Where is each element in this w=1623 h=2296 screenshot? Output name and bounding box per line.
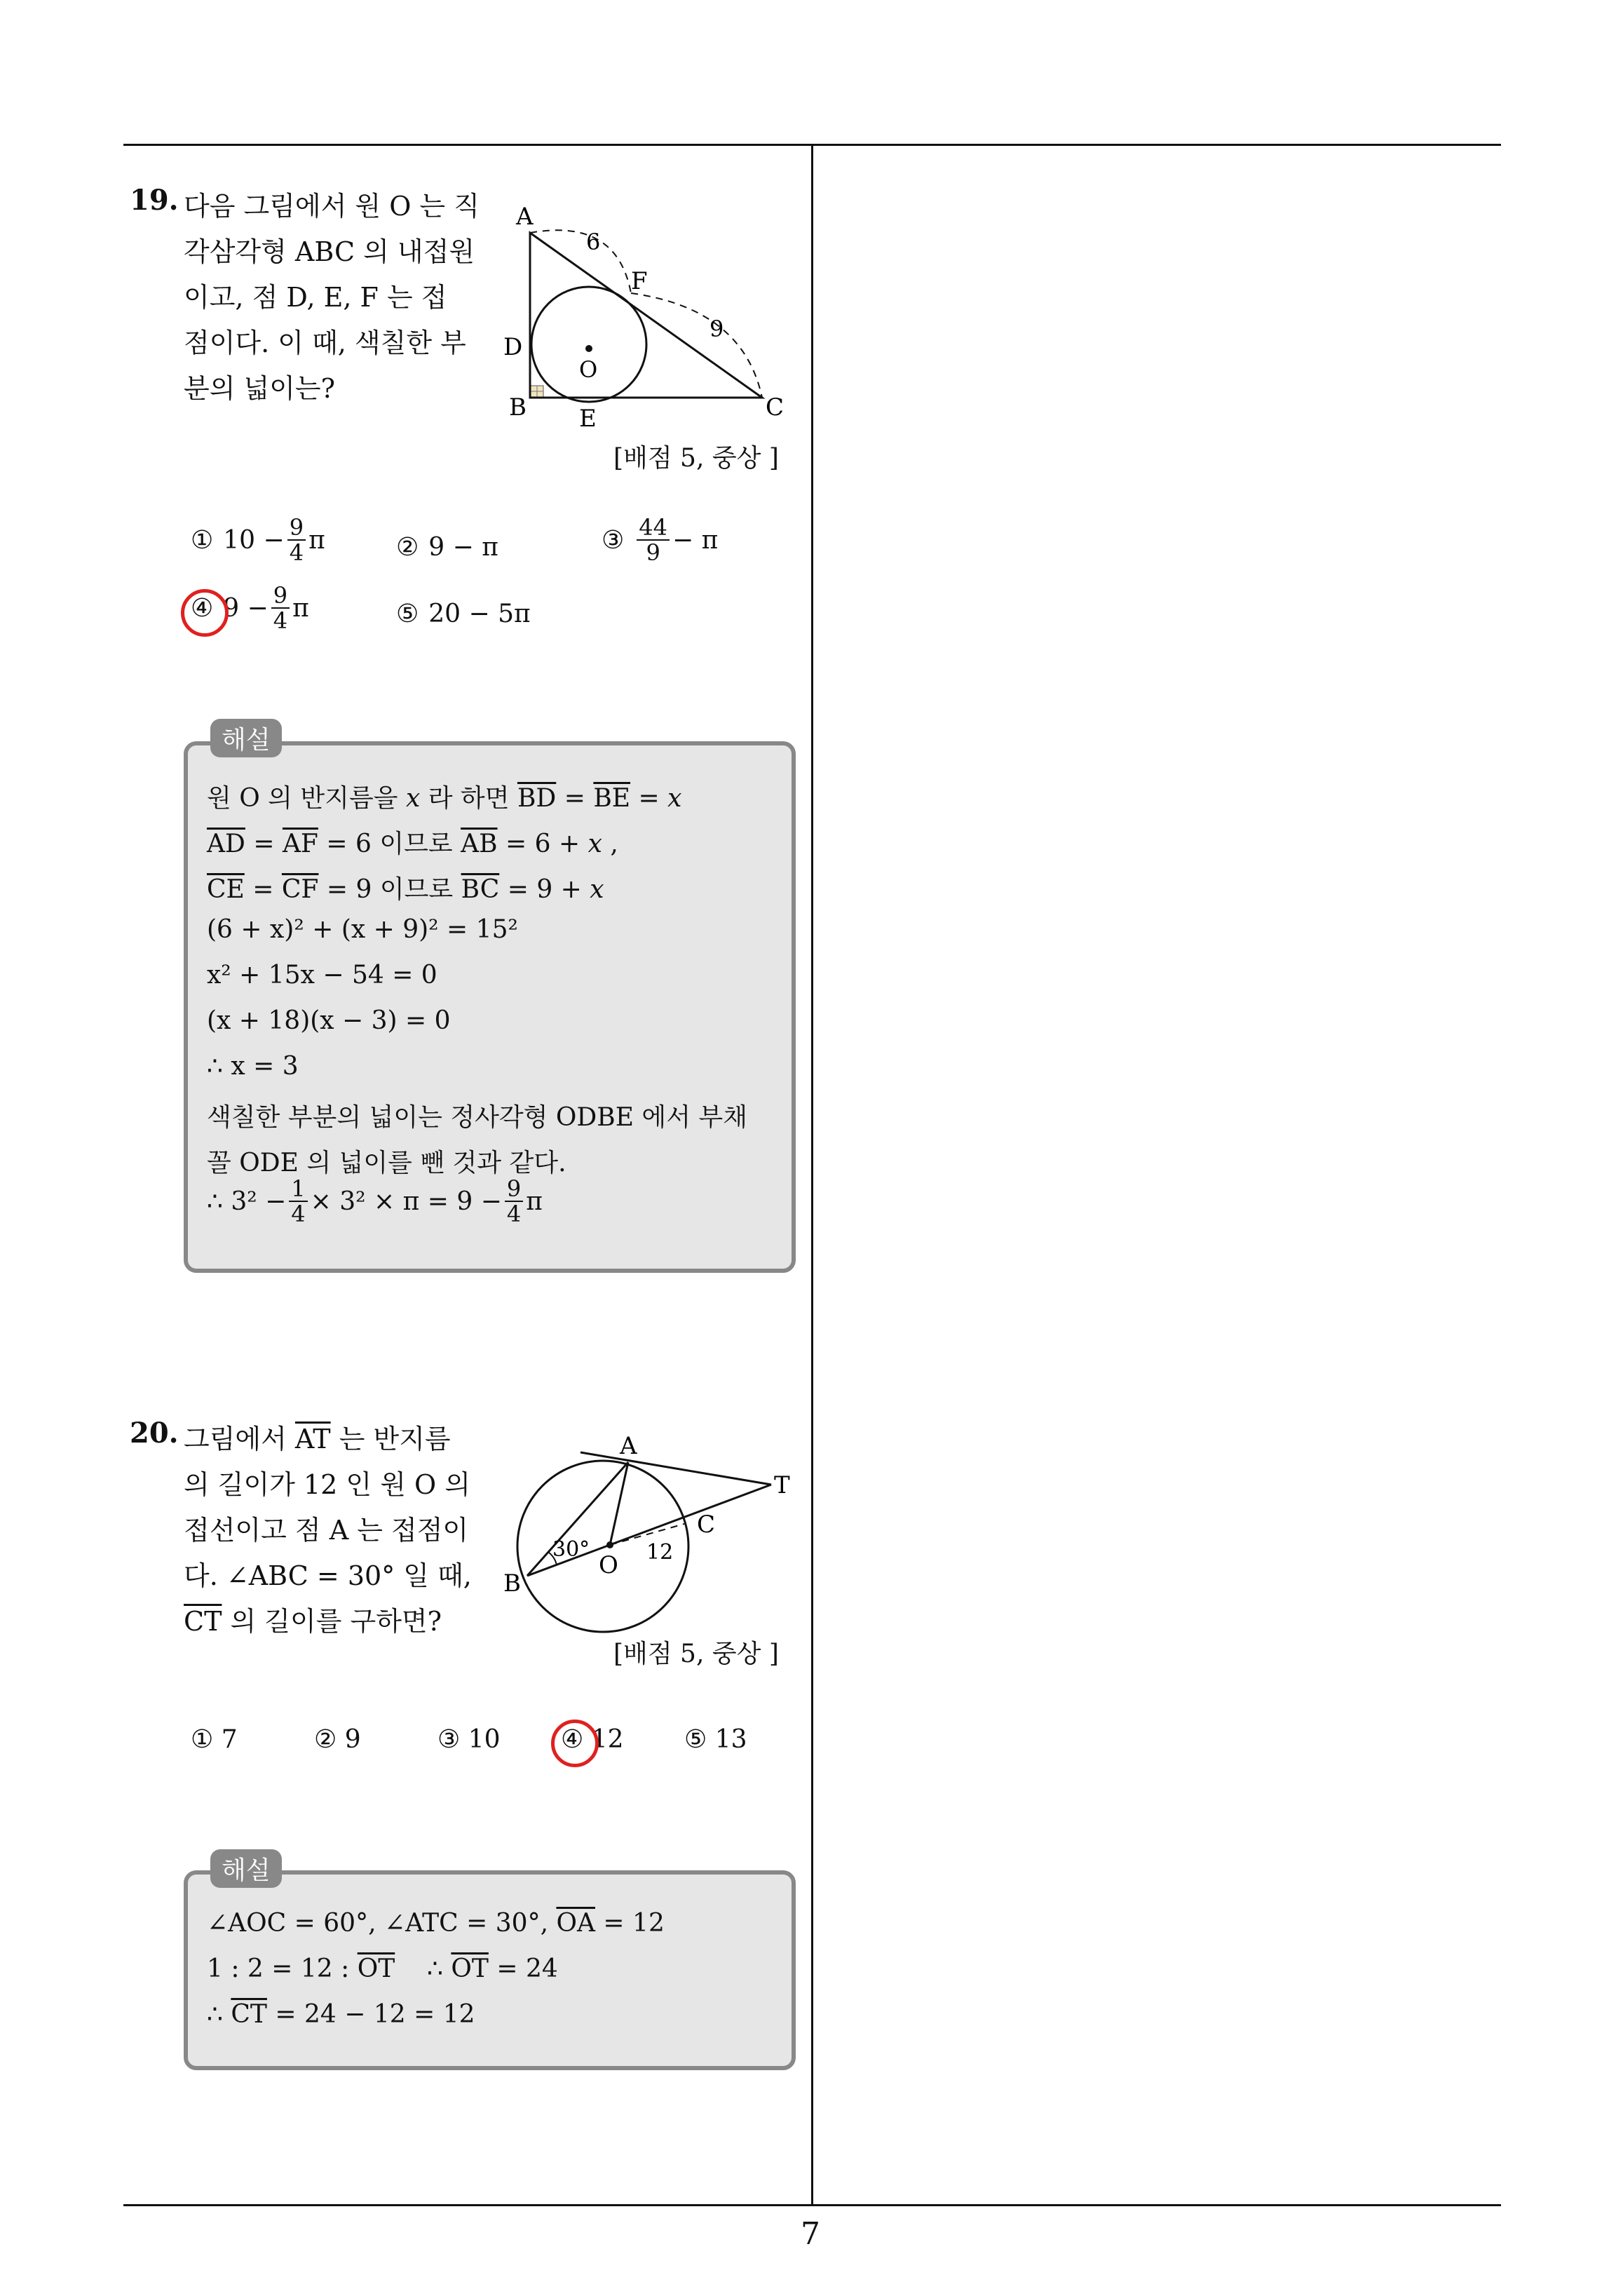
q20-solution-line: 1 : 2 = 12 : $\overline{OT}$ ∴ $\overline{OT} = 24$: [207, 1954, 558, 1983]
q20-points: [배점 5, 중상 ]: [613, 1640, 779, 1668]
q19-solution-final: ∴ 3² − $\frac{1}{4}$ × 3² × π = 9 − $\frac{9}{4}$ π: [207, 1175, 543, 1227]
q20-solution-line: ∠AOC = 60°, ∠ATC = 30°, $\overline{OA} = 12$: [207, 1909, 665, 1938]
label-angle: 30°: [552, 1537, 590, 1562]
q20-text-line: $\overline{CT}$ 의 길이를 구하면?: [184, 1606, 442, 1637]
length-af: 6: [586, 229, 601, 255]
label-b: B: [509, 393, 527, 421]
label-c: C: [766, 393, 785, 421]
fraction: $\frac{1}{4}$: [289, 1177, 307, 1226]
label-o: O: [599, 1551, 618, 1579]
label-c: C: [697, 1511, 716, 1539]
q19-text-line: 각삼각형 ABC 의 내접원: [184, 236, 475, 267]
label-a: A: [516, 203, 534, 231]
q19-figure: [491, 189, 813, 442]
q19-points: [배점 5, 중상 ]: [613, 444, 779, 473]
q19-solution-line: 색칠한 부분의 넓이는 정사각형 ODBE 에서 부채: [207, 1103, 747, 1132]
label-radius: 12: [646, 1540, 674, 1565]
q20-choice-5[interactable]: ⑤ 13: [684, 1725, 747, 1754]
q19-choice-5[interactable]: ⑤ 20 − 5π: [396, 600, 531, 628]
label-d: D: [503, 333, 523, 361]
label-e: E: [579, 405, 597, 433]
tangent-at: [580, 1452, 771, 1485]
q20-text-line: 접선이고 점 A 는 접점이: [184, 1515, 469, 1546]
fraction: $\frac{9}{4}$: [271, 583, 290, 633]
q20-figure: [491, 1420, 813, 1652]
q19-choice-1[interactable]: ① 10 − $\frac{9}{4}$ π: [191, 514, 325, 566]
q20-choice-3[interactable]: ③ 10: [437, 1725, 501, 1754]
q20-choice-4[interactable]: ④ 12: [561, 1725, 624, 1754]
q20-text: [184, 1417, 472, 1645]
arc-af: [530, 230, 631, 293]
q19-choice-2[interactable]: ② 9 − π: [396, 533, 498, 562]
q20-text-line: 의 길이가 12 인 원 O 의: [184, 1469, 470, 1500]
segment-oa: [610, 1462, 628, 1545]
bottom-rule: [123, 2204, 1501, 2206]
q20-solution-tag: 해설: [210, 1849, 282, 1888]
q19-text: [184, 184, 480, 412]
q20-choice-1[interactable]: ① 7: [191, 1725, 238, 1754]
q19-solution-line: $\overline{AD} = \overline{AF} = 6$ 이므로 $\overline{AB} = 6 + x$ ,: [207, 830, 618, 858]
answer-mark: [551, 1720, 599, 1767]
incircle-o: [531, 287, 646, 402]
q19-solution-line: ∴ x = 3: [207, 1052, 299, 1081]
label-a: A: [620, 1432, 637, 1460]
label-t: T: [774, 1471, 790, 1499]
q19-choice-4[interactable]: ④ 9 − $\frac{9}{4}$ π: [191, 582, 309, 634]
q19-solution-line: (x + 18)(x − 3) = 0: [207, 1006, 451, 1035]
q19-solution-line: $\overline{CE} = \overline{CF} = 9$ 이므로 $\overline{BC} = 9 + x$: [207, 875, 604, 904]
center-o-dot: [585, 345, 592, 352]
q20-text-line: 다. ∠ABC = 30° 일 때,: [184, 1560, 472, 1591]
q19-choice-3[interactable]: ③ $\frac{44}{9}$ − π: [602, 514, 719, 566]
q19-text-line: 분의 넓이는?: [184, 373, 335, 404]
q19-solution-line: x² + 15x − 54 = 0: [207, 961, 437, 990]
label-b: B: [503, 1569, 521, 1598]
q20-solution-line: ∴ $\overline{CT} = 24 - 12 = 12$: [207, 2000, 475, 2029]
q20-number: 20.: [130, 1417, 179, 1450]
q19-number: 19.: [130, 184, 179, 217]
q20-text-line: 그림에서 $\overline{AT}$ 는 반지름: [184, 1424, 451, 1454]
page-number: 7: [801, 2216, 820, 2252]
label-f: F: [631, 267, 648, 295]
triangle-abc: [530, 233, 762, 398]
length-fc: 9: [709, 316, 724, 342]
q19-text-line: 다음 그림에서 원 O 는 직: [184, 191, 480, 222]
q19-text-line: 이고, 점 D, E, F 는 접: [184, 282, 447, 313]
q19-solution-line: 원 O 의 반지름을 x 라 하면 $\overline{BD} = \overline{BE} = x$: [207, 784, 682, 813]
column-divider: [811, 144, 813, 2206]
q19-text-line: 점이다. 이 때, 색칠한 부: [184, 327, 466, 358]
fraction: $\frac{9}{4}$: [287, 515, 306, 565]
fraction: $\frac{44}{9}$: [637, 515, 670, 565]
q20-choice-2[interactable]: ② 9: [314, 1725, 361, 1754]
q19-solution-tag: 해설: [210, 719, 282, 757]
answer-mark: [181, 589, 229, 637]
fraction: $\frac{9}{4}$: [505, 1177, 523, 1226]
label-o: O: [579, 356, 598, 383]
q19-solution-line: 꼴 ODE 의 넓이를 뺀 것과 같다.: [207, 1149, 566, 1177]
arc-fc: [631, 293, 762, 398]
q19-solution-line: (6 + x)² + (x + 9)² = 15²: [207, 915, 518, 944]
